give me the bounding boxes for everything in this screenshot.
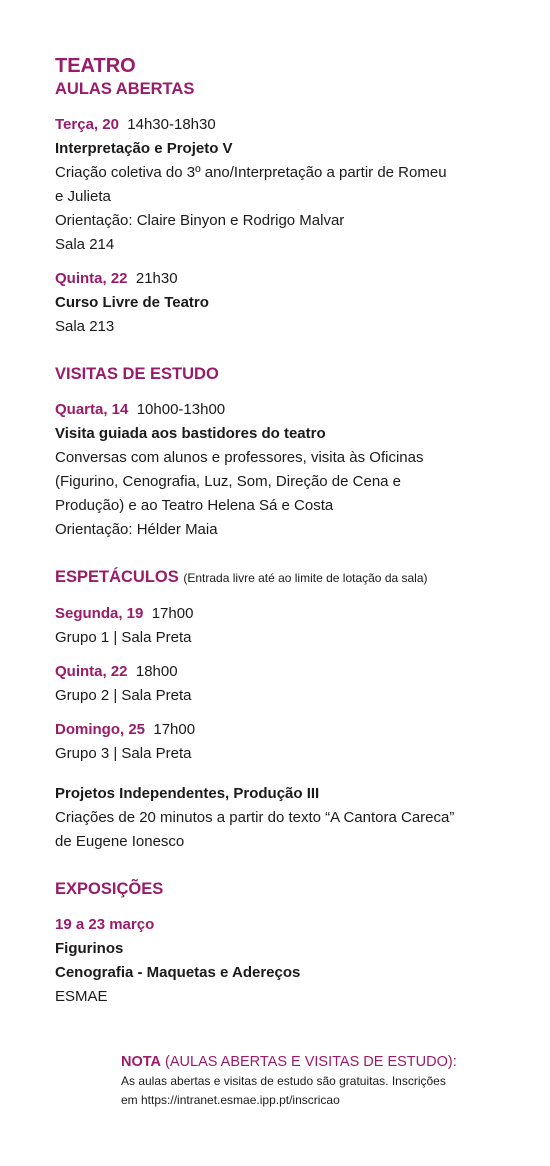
event-exposicao <box>55 913 515 1009</box>
visitas-section <box>55 363 515 542</box>
aulas-abertas-section <box>55 54 515 339</box>
event-aula-1 <box>55 113 515 257</box>
event-line: Grupo 3 | Sala Preta <box>55 745 192 762</box>
event-line: Sala 213 <box>55 318 115 335</box>
nota-box <box>121 1052 521 1110</box>
exposicoes-section <box>55 878 515 1009</box>
event-title: Projetos Independentes, Produção III <box>55 785 320 802</box>
event-espetaculo-3 <box>55 718 515 766</box>
event-aula-2 <box>55 267 515 339</box>
event-date: Quarta, 14 <box>55 401 129 418</box>
event-date: Quinta, 22 <box>55 270 128 287</box>
event-espetaculo-2 <box>55 660 515 708</box>
event-espetaculo-1 <box>55 602 515 650</box>
event-title: Curso Livre de Teatro <box>55 294 209 311</box>
event-date: Domingo, 25 <box>55 721 146 738</box>
espetaculos-heading-text: ESPETÁCULOS <box>55 568 179 586</box>
visitas-heading: VISITAS DE ESTUDO <box>55 365 219 383</box>
event-projetos-independentes <box>55 782 515 854</box>
exposicoes-heading: EXPOSIÇÕES <box>55 880 164 898</box>
event-date: 19 a 23 março <box>55 916 155 933</box>
event-line: Criação coletiva do 3º ano/Interpretação a partir de Romeu <box>55 164 447 181</box>
event-time: 18h00 <box>135 663 178 680</box>
event-title: Figurinos <box>55 940 124 957</box>
aulas-abertas-heading: AULAS ABERTAS <box>55 80 195 98</box>
event-line: (Figurino, Cenografia, Luz, Som, Direção de Cena e <box>55 473 402 490</box>
event-time: 17h00 <box>153 721 196 738</box>
espetaculos-heading <box>55 566 515 589</box>
event-time: 10h00-13h00 <box>136 401 226 418</box>
page-title: TEATRO <box>55 55 136 77</box>
event-time: 21h30 <box>135 270 178 287</box>
event-title: Visita guiada aos bastidores do teatro <box>55 425 326 442</box>
program-column <box>55 54 515 1019</box>
event-line: ESMAE <box>55 988 108 1005</box>
event-line: Conversas com alunos e professores, visita às Oficinas <box>55 449 424 466</box>
nota-label-rest: (AULAS ABERTAS E VISITAS DE ESTUDO): <box>165 1054 457 1070</box>
event-line: Grupo 2 | Sala Preta <box>55 687 192 704</box>
nota-line-link[interactable]: em https://intranet.esmae.ipp.pt/inscricao <box>121 1093 340 1107</box>
event-line: Criações de 20 minutos a partir do texto “A Cantora Careca” <box>55 809 455 826</box>
event-line: Grupo 1 | Sala Preta <box>55 629 192 646</box>
event-date: Terça, 20 <box>55 116 119 133</box>
event-visita <box>55 398 515 542</box>
event-date: Segunda, 19 <box>55 605 144 622</box>
event-title: Cenografia - Maquetas e Adereços <box>55 964 301 981</box>
nota-heading <box>121 1052 521 1072</box>
event-line: Sala 214 <box>55 236 115 253</box>
espetaculos-section <box>55 566 515 854</box>
nota-line: As aulas abertas e visitas de estudo são gratuitas. Inscrições <box>121 1074 446 1088</box>
event-line: Produção) e ao Teatro Helena Sá e Costa <box>55 497 334 514</box>
event-date: Quinta, 22 <box>55 663 128 680</box>
nota-label: NOTA <box>121 1054 162 1070</box>
event-line: de Eugene Ionesco <box>55 833 185 850</box>
event-title: Interpretação e Projeto V <box>55 140 233 157</box>
event-time: 14h30-18h30 <box>127 116 216 133</box>
event-line: Orientação: Hélder Maia <box>55 521 218 538</box>
event-time: 17h00 <box>151 605 194 622</box>
event-line: e Julieta <box>55 188 111 205</box>
event-line: Orientação: Claire Binyon e Rodrigo Malvar <box>55 212 345 229</box>
espetaculos-note: (Entrada livre até ao limite de lotação da sala) <box>183 571 428 585</box>
